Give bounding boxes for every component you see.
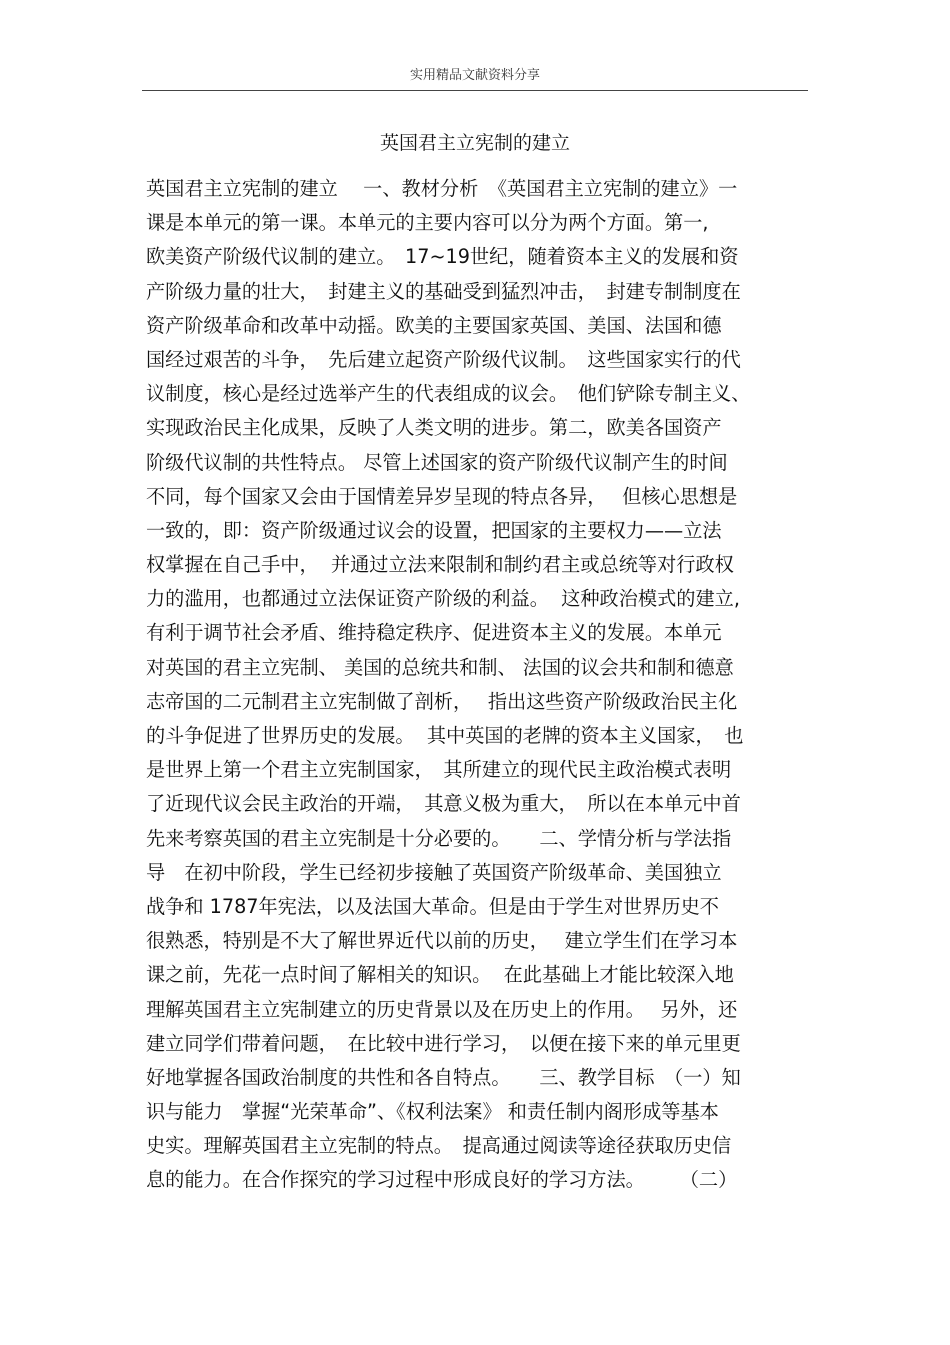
body-line: 对英国的君主立宪制、 美国的总统共和制、 法国的议会共和制和德意 [146, 655, 734, 679]
body-line: 实现政治民主化成果，反映了人类文明的进步。第二，欧美各国资产 [146, 416, 722, 440]
page-header: 实用精品文献资料分享 [409, 68, 540, 83]
body-line: 理解英国君主立宪制建立的历史背景以及在历史上的作用。 另外，还 [146, 997, 738, 1021]
body-line: 战争和 1787年宪法，以及法国大革命。但是由于学生对世界历史不 [146, 894, 719, 918]
body-line: 志帝国的二元制君主立宪制做了剖析， 指出这些资产阶级政治民主化 [146, 689, 738, 713]
body-line: 产阶级力量的壮大， 封建主义的基础受到猛烈冲击， 封建专制制度在 [146, 279, 741, 303]
body-line: 国经过艰苦的斗争， 先后建立起资产阶级代议制。 这些国家实行的代 [146, 347, 741, 371]
body-line: 史实。理解英国君主立宪制的特点。 提高通过阅读等途径获取历史信 [146, 1134, 732, 1158]
body-line: 了近现代议会民主政治的开端， 其意义极为重大， 所以在本单元中首 [146, 792, 741, 816]
body-line: 好地掌握各国政治制度的共性和各自特点。 三、教学目标 （一）知 [146, 1065, 741, 1089]
body-line: 是世界上第一个君主立宪制国家， 其所建立的现代民主政治模式表明 [146, 758, 732, 782]
body-line: 息的能力。在合作探究的学习过程中形成良好的学习方法。 （二） [146, 1168, 738, 1192]
body-line: 欧美资产阶级代议制的建立。 17~19世纪，随着资本主义的发展和资 [146, 245, 739, 269]
body-line: 先来考察英国的君主立宪制是十分必要的。 二、学情分析与学法指 [146, 826, 732, 850]
body-line: 英国君主立宪制的建立 一、教材分析 《英国君主立宪制的建立》一 [146, 177, 738, 200]
body-line: 力的滥用，也都通过立法保证资产阶级的利益。 这种政治模式的建立, [146, 587, 740, 611]
body-line: 资产阶级革命和改革中动摇。欧美的主要国家英国、美国、法国和德 [146, 313, 722, 337]
body-line: 阶级代议制的共性特点。 尽管上述国家的资产阶级代议制产生的时间 [146, 450, 728, 474]
body-line: 权掌握在自己手中， 并通过立法来限制和制约君主或总统等对行政权 [146, 553, 734, 577]
body-line: 建立同学们带着问题， 在比较中进行学习， 以便在接下来的单元里更 [146, 1031, 741, 1055]
header-divider [142, 90, 808, 91]
body-line: 不同，每个国家又会由于国情差异岁呈现的特点各异， 但核心思想是 [146, 484, 738, 508]
body-line: 很熟悉，特别是不大了解世界近代以前的历史， 建立学生们在学习本 [146, 929, 738, 953]
body-line: 议制度，核心是经过选举产生的代表组成的议会。 他们铲除专制主义、 [146, 382, 751, 406]
body-line: 识与能力 掌握“光荣革命”、《权利法案》 和责任制内阁形成等基本 [146, 1100, 719, 1124]
body-line: 有利于调节社会矛盾、维持稳定秩序、促进资本主义的发展。本单元 [146, 621, 722, 645]
document-title: 英国君主立宪制的建立 [379, 132, 570, 154]
body-line: 课是本单元的第一课。本单元的主要内容可以分为两个方面。第一, [146, 211, 709, 235]
body-line: 的斗争促进了世界历史的发展。 其中英国的老牌的资本主义国家， 也 [146, 724, 744, 747]
document-body [146, 172, 816, 1198]
body-line: 一致的，即：资产阶级通过议会的设置，把国家的主要权力——立法 [146, 518, 722, 542]
body-line: 导 在初中阶段，学生已经初步接触了英国资产阶级革命、美国独立 [146, 860, 722, 884]
body-line: 课之前，先花一点时间了解相关的知识。 在此基础上才能比较深入地 [146, 963, 734, 987]
